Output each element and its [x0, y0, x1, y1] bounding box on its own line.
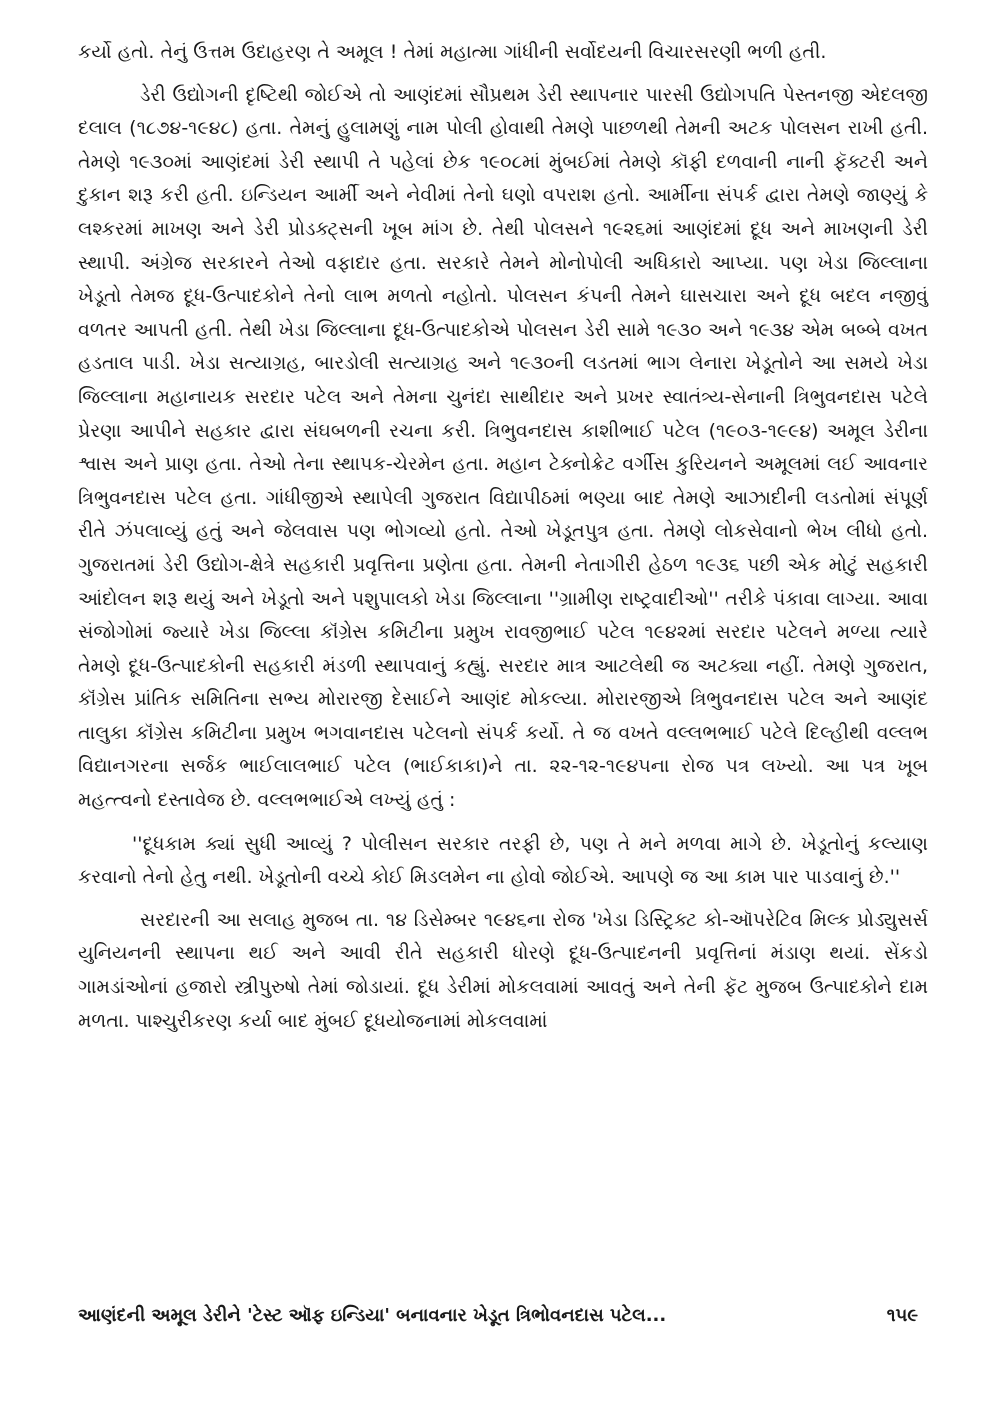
sardar-letter-quote: ''દૂધકામ ક્યાં સુધી આવ્યું ? પોલીસન સરકાર તરફી છે, પણ તે મને મળવા માગે છે. ખેડૂતોનું કલ્યાણ કરવાનો તેનો હેતુ નથી. ખેડૂતોની વચ્ચે કોઈ મિડલમેન ના હોવો જોઈએ. આપણે જ આ કામ પાર પાડવાનું છે.'': [78, 832, 928, 889]
paragraph-union-founding: સરદારની આ સલાહ મુજબ તા. ૧૪ ડિસેમ્બર ૧૯૪૬ના રોજ 'ખેડા ડિસ્ટ્રિક્ટ કો-ઑપરેટિવ મિલ્ક પ્રોડ્યુસર્સ યુનિયનની સ્થાપના થઈ અને આવી રીતે સહકારી ધોરણે દૂધ-ઉત્પાદનની પ્રવૃત્તિનાં મંડાણ થયાં. સેંકડો ગામડાંઓનાં હજારો સ્ત્રીપુરુષો તેમાં જોડાયાં. દૂધ ડેરીમાં મોકલવામાં આવતું અને તેની ફૅટ મુજબ ઉત્પાદકોને દામ મળતા. પાશ્ચુરીકરણ કર્યા બાદ મુંબઈ દૂધયોજનામાં મોકલવામાં: [78, 908, 928, 1032]
paragraph-dairy-history: ડેરી ઉદ્યોગની દૃષ્ટિથી જોઈએ તો આણંદમાં સૌપ્રથમ ડેરી સ્થાપનાર પારસી ઉદ્યોગપતિ પેસ્તનજી એદલજી દલાલ (૧૮૭૪-૧૯૪૮) હતા. તેમનું હુલામણું નામ પોલી હોવાથી તેમણે પાછળથી તેમની અટક પોલસન રાખી હતી. તેમણે ૧૯૩૦માં આણંદમાં ડેરી સ્થાપી તે પહેલાં છેક ૧૯૦૮માં મુંબઈમાં તેમણે કૉફી દળવાની નાની ફૅક્ટરી અને દુકાન શરૂ કરી હતી. ઇન્ડિયન આર્મી અને નેવીમાં તેનો ઘણો વપરાશ હતો. આર્મીના સંપર્ક દ્વારા તેમણે જાણ્યું કે લશ્કરમાં માખણ અને ડેરી પ્રોડક્ટ્સની ખૂબ માંગ છે. તેથી પોલસને ૧૯૨૬માં આણંદમાં દૂધ અને માખણની ડેરી સ્થાપી. અંગ્રેજ સરકારને તેઓ વફાદાર હતા. સરકારે તેમને મોનોપોલી અધિકારો આપ્યા. પણ ખેડા જિલ્લાના ખેડૂતો તેમજ દૂધ-ઉત્પાદકોને તેનો લાભ મળતો નહોતો. પોલસન કંપની તેમને ઘાસચારા અને દૂધ બદલ નજીવું વળતર આપતી હતી. તેથી ખેડા જિલ્લાના દૂધ-ઉત્પાદકોએ પોલસન ડેરી સામે ૧૯૩૦ અને ૧૯૩૪ એમ બબ્બે વખત હડતાલ પાડી. ખેડા સત્યાગ્રહ, બારડોલી સત્યાગ્રહ અને ૧૯૩૦ની લડતમાં ભાગ લેનારા ખેડૂતોને આ સમયે ખેડા જિલ્લાના મહાનાયક સરદાર પટેલ અને તેમના ચુનંદા સાથીદાર અને પ્રખર સ્વાતંત્ર્ય-સેનાની ત્રિભુવનદાસ પટેલે પ્રેરણા આપીને સહકાર દ્વારા સંઘબળની રચના કરી. ત્રિભુવનદાસ કાશીભાઈ પટેલ (૧૯૦૩-૧૯૯૪) અમૂલ ડેરીના શ્વાસ અને પ્રાણ હતા. તેઓ તેના સ્થાપક-ચેરમેન હતા. મહાન ટેક્નોક્રેટ વર્ગીસ કુરિયનને અમૂલમાં લઈ આવનાર ત્રિભુવનદાસ પટેલ હતા. ગાંધીજીએ સ્થાપેલી ગુજરાત વિદ્યાપીઠમાં ભણ્યા બાદ તેમણે આઝાદીની લડતોમાં સંપૂર્ણ રીતે ઝંપલાવ્યું હતું અને જેલવાસ પણ ભોગવ્યો હતો. તેઓ ખેડૂતપુત્ર હતા. તેમણે લોકસેવાનો ભેખ લીધો હતો. ગુજરાતમાં ડેરી ઉદ્યોગ-ક્ષેત્રે સહકારી પ્રવૃત્તિના પ્રણેતા હતા. તેમની નેતાગીરી હેઠળ ૧૯૩૬ પછી એક મોટું સહકારી આંદોલન શરૂ થયું અને ખેડૂતો અને પશુપાલકો ખેડા જિલ્લાના ''ગ્રામીણ રાષ્ટ્રવાદીઓ'' તરીકે પંકાવા લાગ્યા. આવા સંજોગોમાં જ્યારે ખેડા જિલ્લા કૉંગ્રેસ કમિટીના પ્રમુખ રાવજીભાઈ પટેલ ૧૯૪૨માં સરદાર પટેલને મળ્યા ત્યારે તેમણે દૂધ-ઉત્પાદકોની સહકારી મંડળી સ્થાપવાનું કહ્યું. સરદાર માત્ર આટલેથી જ અટક્યા નહીં. તેમણે ગુજરાત, કૉંગ્રેસ પ્રાંતિક સમિતિના સભ્ય મોરારજી દેસાઈને આણંદ મોકલ્યા. મોરારજીએ ત્રિભુવનદાસ પટેલ અને આણંદ તાલુકા કૉંગ્રેસ કમિટીના પ્રમુખ ભગવાનદાસ પટેલનો સંપર્ક કર્યો. તે જ વખતે વલ્લભભાઈ પટેલે દિલ્હીથી વલ્લભ વિદ્યાનગરના સર્જક ભાઈલાલભાઈ પટેલ (ભાઈકાકા)ને તા. ૨૨-૧૨-૧૯૪૫ના રોજ પત્ર લખ્યો. આ પત્ર ખૂબ મહત્ત્વનો દસ્તાવેજ છે. વલ્લભભાઈએ લખ્યું હતું :: [78, 83, 928, 812]
paragraph-continuation: કર્યો હતો. તેનું ઉત્તમ ઉદાહરણ તે અમૂલ ! તેમાં મહાત્મા ગાંધીની સર્વોદયની વિચારસરણી ભળી હતી.: [78, 41, 827, 63]
page-footer: [78, 1305, 928, 1326]
running-title: આણંદની અમૂલ ડેરીને 'ટેસ્ટ ઑફ ઇન્ડિયા' બનાવનાર ખેડૂત ત્રિભોવનદાસ પટેલ...: [78, 1305, 667, 1326]
page-number: ૧૫૯: [886, 1305, 918, 1326]
